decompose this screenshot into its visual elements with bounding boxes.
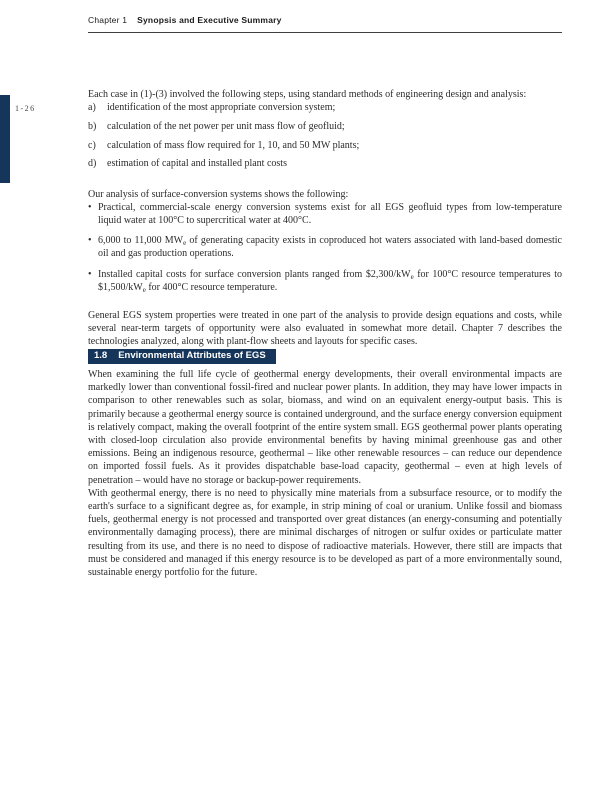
bullet-text: Installed capital costs for surface conversion plants ranged from $2,300/kW xyxy=(98,268,411,280)
bullet-text: for 400°C resource temperature. xyxy=(145,281,278,293)
margin-tab xyxy=(0,95,10,183)
section-number: 1.8 xyxy=(94,350,108,362)
paragraph-environment-1: When examining the full life cycle of geothermal energy developments, their overall environmental impacts are markedly lower than conventional fossil-fired and nuclear power plants. In addition, they may have lower impacts in comparison to other renewables such as solar, biomass, and wind on an equivalent energy-output basis. This is primarily because a geothermal energy source is contained underground, and the surface energy conversion equipment is relatively compact, making the overall footprint of the entire system small. EGS geothermal power plants operating with closed-loop circulation also provide environmental benefits by having minimal greenhouse gas and other emissions. Being an indigenous resource, geothermal – like other renewable resources – can reduce our dependence on imported fossil fuels. As it provides dispatchable base-load capacity, geothermal – even at high levels of penetration – would have no storage or backup-power requirements. xyxy=(88,369,562,486)
bullet-icon: • xyxy=(88,201,92,213)
list-item xyxy=(88,201,562,227)
list-marker: c) xyxy=(88,139,96,151)
section-title: Environmental Attributes of EGS xyxy=(118,350,266,362)
page-number: 1-26 xyxy=(15,104,36,113)
list-item-text: identification of the most appropriate conversion system; xyxy=(107,102,336,114)
bullet-text: Practical, commercial-scale energy conversion systems exist for all EGS geofluid types from low-temperature liquid water at 100°C to supercritical water at 400°C. xyxy=(98,201,562,226)
bullet-text: of generating capacity exists in coproduced hot waters associated with land-based domestic oil and gas production operations. xyxy=(98,235,562,260)
bullet-icon: • xyxy=(88,268,92,280)
paragraph-environment-2: With geothermal energy, there is no need to physically mine materials from a subsurface resource, or to modify the earth's surface to a significant degree as, for example, in strip mining of coal or uranium. Unlike fossil and biomass fuels, geothermal energy is not processed and transported over great distances (an energy-consuming and potentially environmentally damaging process), there are minimal discharges of nitrogen or sulfur oxides or particulate matter resulting from its use, and there is no need to dispose of radioactive materials. However, there still are impacts that must be considered and managed if this energy resource is to be developed as part of a more environmentally sound, sustainable energy portfolio for the future. xyxy=(88,487,562,579)
bullet-list xyxy=(88,201,562,294)
bullet-text: for 100°C resource temperatures to $1,500/kW xyxy=(98,268,562,293)
bullet-icon: • xyxy=(88,235,92,247)
header-title-label: Synopsis and Executive Summary xyxy=(137,15,282,25)
paragraph-analysis-intro: Our analysis of surface-conversion systems shows the following: xyxy=(88,188,349,200)
list-item xyxy=(88,101,562,114)
subscript: e xyxy=(410,272,414,281)
subscript: e xyxy=(183,239,187,248)
list-item-text: estimation of capital and installed plant costs xyxy=(107,158,287,170)
list-marker: a) xyxy=(88,102,96,114)
list-marker: b) xyxy=(88,120,97,132)
list-item xyxy=(88,120,562,133)
header-chapter-label: Chapter 1 xyxy=(88,15,128,25)
list-item xyxy=(88,268,562,294)
paragraph-general-egs: General EGS system properties were treated in one part of the analysis to provide design equations and costs, while several near-term targets of opportunity were also evaluated in somewhat more detail. Chapter 7 describes the technologies analyzed, along with plant-flow sheets and layouts for specific cases. xyxy=(88,309,562,348)
subscript: e xyxy=(142,285,146,294)
steps-list xyxy=(88,101,562,170)
list-item-text: calculation of mass flow required for 1, 10, and 50 MW plants; xyxy=(107,139,360,151)
list-marker: d) xyxy=(88,158,97,170)
body-text-block xyxy=(88,88,562,579)
paragraph-intro: Each case in (1)-(3) involved the following steps, using standard methods of engineering design and analysis: xyxy=(88,89,527,100)
list-item xyxy=(88,139,562,152)
list-item xyxy=(88,157,562,170)
running-header xyxy=(88,15,562,33)
section-heading-1-8 xyxy=(88,349,276,365)
list-item-text: calculation of the net power per unit mass flow of geofluid; xyxy=(107,120,345,132)
list-item xyxy=(88,234,562,260)
bullet-text: 6,000 to 11,000 MW xyxy=(98,235,184,247)
